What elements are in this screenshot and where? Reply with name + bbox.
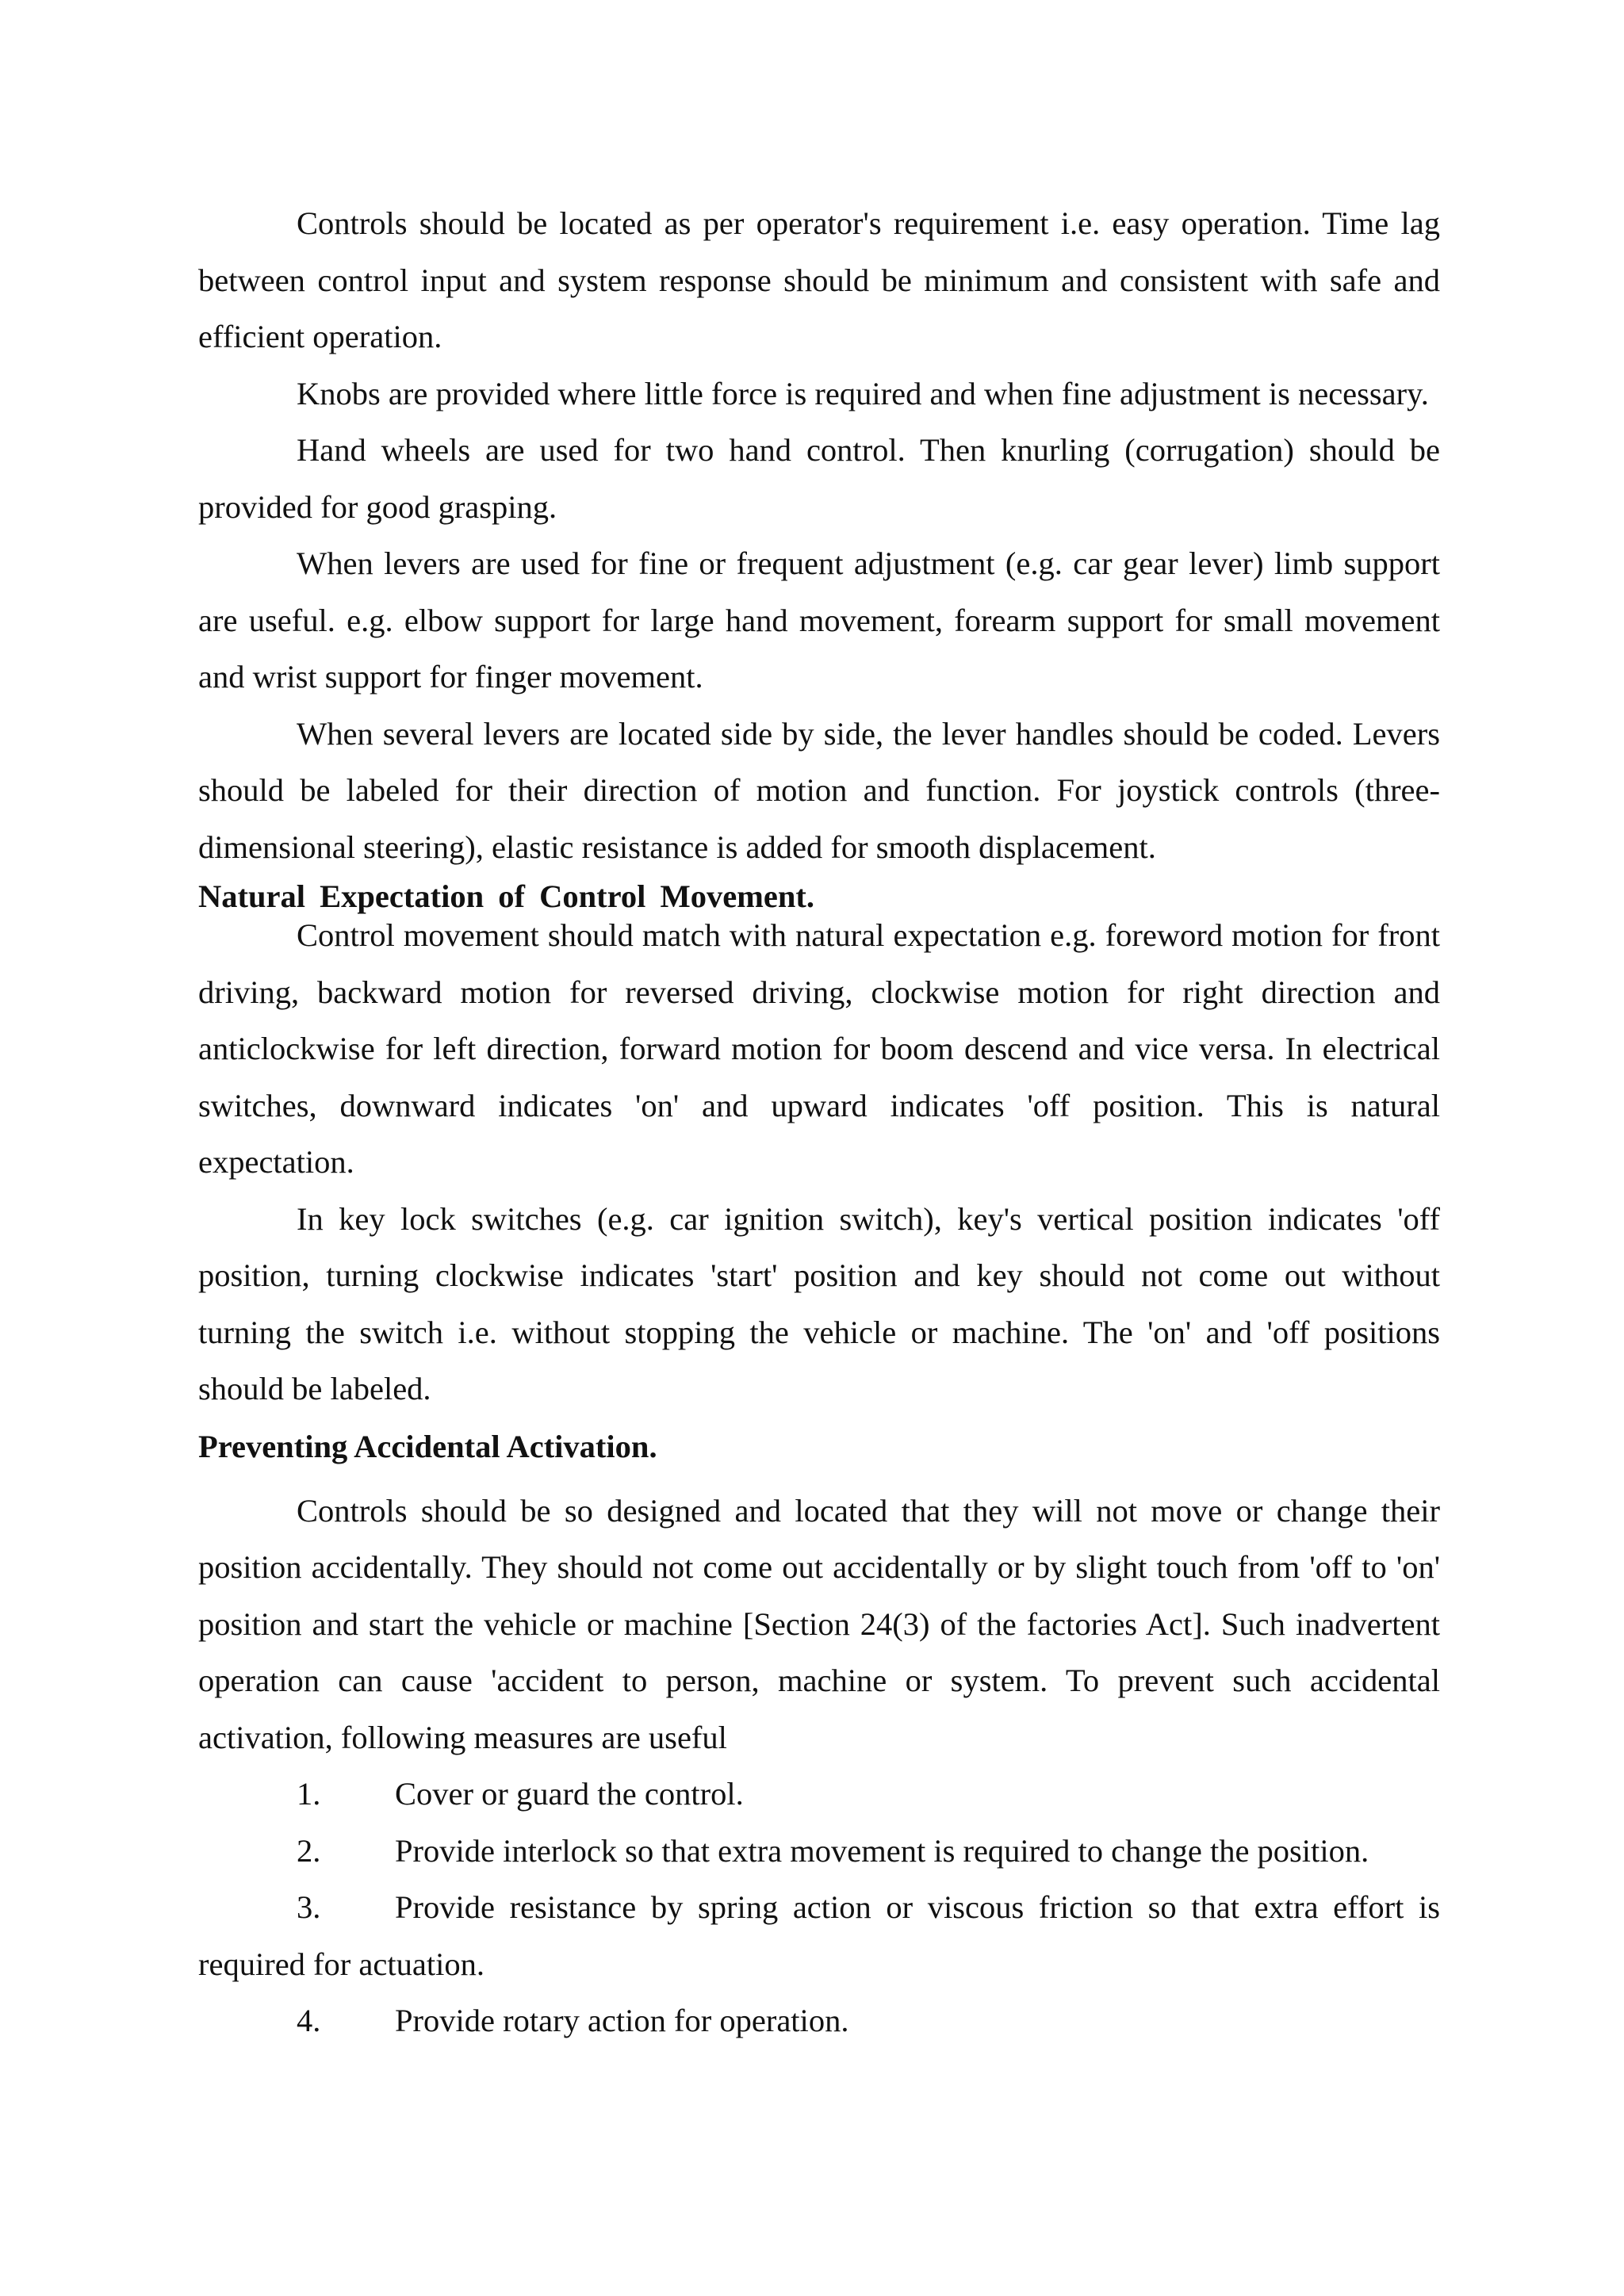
- paragraph-levers-support: When levers are used for fine or frequent adjustment (e.g. car gear lever) limb support are useful. e.g. elbow support for large hand movement, forearm support for small movement and wrist support for finger movement.: [198, 545, 1440, 695]
- paragraph-key-lock: In key lock switches (e.g. car ignition switch), key's vertical position indicates 'off position, turning clockwise indicates 'start' position and key should not come out without turning the switch i.e. without stopping the vehicle or machine. The 'on' and 'off positions should be labeled.: [198, 1200, 1440, 1406]
- list-item-text: Provide rotary action for operation.: [395, 2003, 849, 2038]
- heading-preventing-activation: Preventing Accidental Activation.: [198, 1428, 657, 1464]
- list-item-text: Provide interlock so that extra movement is required to change the position.: [395, 1832, 1369, 1869]
- list-item-number: 1.: [297, 1776, 321, 1812]
- list-item: [198, 1992, 1440, 2049]
- paragraph-knobs: Knobs are provided where little force is required and when fine adjustment is necessary.: [297, 375, 1429, 411]
- list-item-number: 4.: [297, 2003, 321, 2038]
- paragraph-control-movement: Control movement should match with natural expectation e.g. foreword motion for front driving, backward motion for reversed driving, clockwise motion for right direction and anticlockwise for left direction, forward motion for boom descend and vice versa. In electrical switches, downward indicates 'on' and upward indicates 'off position. This is natural expectation.: [198, 917, 1440, 1180]
- paragraph-levers-coding: When several levers are located side by side, the lever handles should be coded. Levers should be labeled for their direction of motion and function. For joystick controls (three-dimensional steering), elastic resistance is added for smooth displacement.: [198, 715, 1440, 865]
- list-item-number: 3.: [297, 1889, 321, 1925]
- heading-natural-expectation: Natural Expectation of Control Movement.: [198, 878, 815, 914]
- paragraph-hand-wheels: Hand wheels are used for two hand control. Then knurling (corrugation) should be provided for good grasping.: [198, 432, 1440, 525]
- list-item-text: Cover or guard the control.: [395, 1776, 744, 1812]
- list-item-text: Provide resistance by spring action or viscous friction so that extra effort is required for actuation.: [198, 1889, 1440, 1982]
- list-item: [198, 1879, 1440, 1992]
- paragraph-preventing: Controls should be so designed and located that they will not move or change their position accidentally. They should not come out accidentally or by slight touch from 'off to 'on' position and start the vehicle or machine [Section 24(3) of the factories Act]. Such inadvertent operation can cause 'accident to person, machine or system. To prevent such accidental activation, following measures are useful: [198, 1492, 1440, 1755]
- document-page: [198, 195, 1440, 2049]
- list-item-number: 2.: [297, 1832, 321, 1869]
- paragraph-controls-location: Controls should be located as per operator's requirement i.e. easy operation. Time lag between control input and system response should be minimum and consistent with safe and efficient operation.: [198, 205, 1440, 354]
- list-item: [198, 1766, 1440, 1823]
- list-item: [198, 1823, 1440, 1880]
